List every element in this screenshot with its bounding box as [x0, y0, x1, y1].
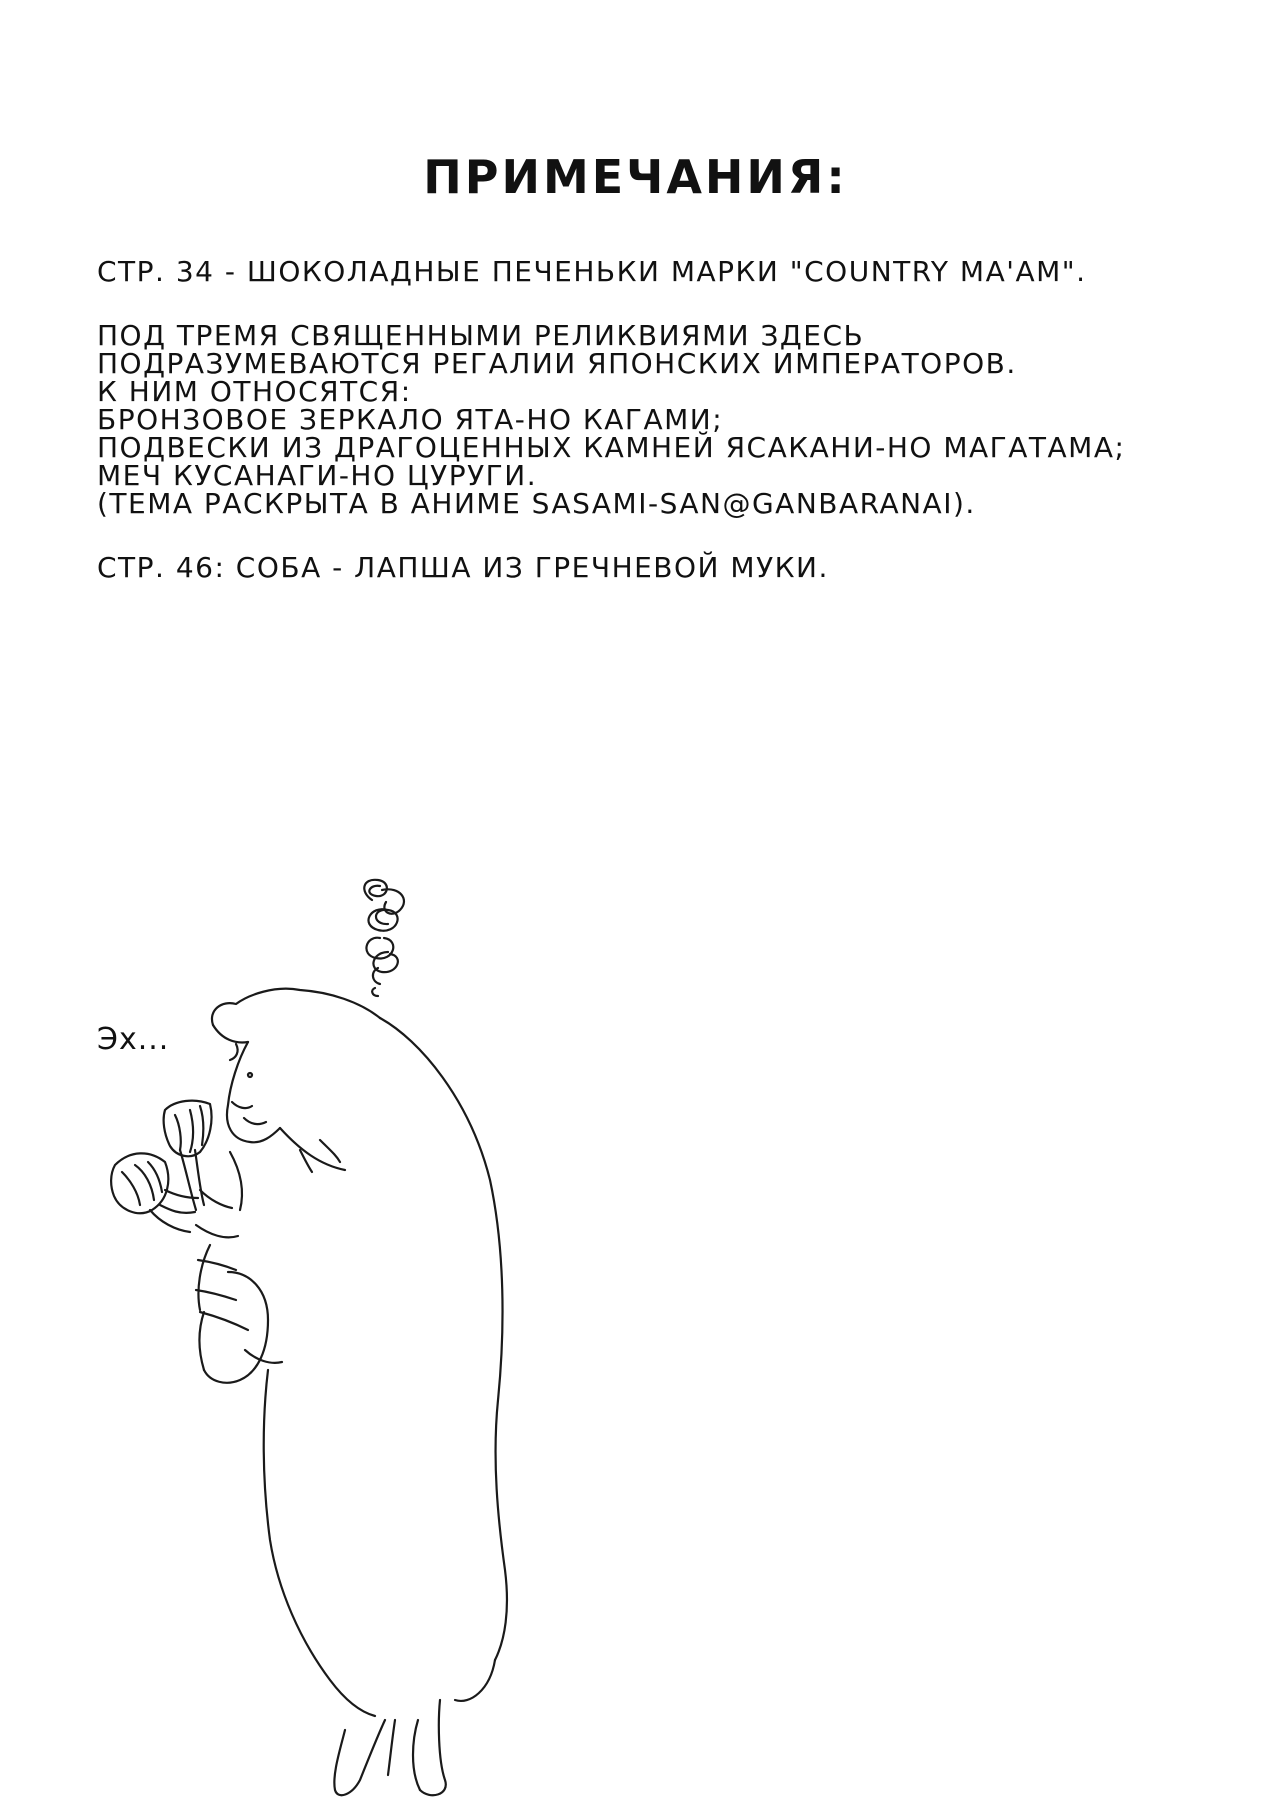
page-title: ПРИМЕЧАНИЯ: — [423, 150, 848, 204]
gloom-scribble-icon — [364, 880, 404, 996]
bear-body — [196, 989, 507, 1796]
note-regalia-line: (ТЕМА РАСКРЫТА В АНИМЕ SASAMI-SAN@GANBARANAI). — [97, 487, 976, 520]
note-regalia-line: К НИМ ОТНОСЯТСЯ: — [97, 375, 412, 408]
flowers-icon — [111, 1101, 211, 1232]
note-regalia-line: ПОДВЕСКИ ИЗ ДРАГОЦЕННЫХ КАМНЕЙ ЯСАКАНИ-НО МАГАТАМА; — [97, 431, 1126, 464]
note-regalia-line: БРОНЗОВОЕ ЗЕРКАЛО ЯТА-НО КАГАМИ; — [97, 403, 724, 436]
note-cookies-text: СТР. 34 - ШОКОЛАДНЫЕ ПЕЧЕНЬКИ МАРКИ "COUNTRY MA'AM". — [97, 255, 1087, 288]
note-regalia-line: ПОДРАЗУМЕВАЮТСЯ РЕГАЛИИ ЯПОНСКИХ ИМПЕРАТОРОВ. — [97, 347, 1017, 380]
speech-text: Эх... — [97, 1022, 170, 1057]
note-regalia-line: ПОД ТРЕМЯ СВЯЩЕННЫМИ РЕЛИКВИЯМИ ЗДЕСЬ — [97, 319, 865, 352]
note-regalia-line: МЕЧ КУСАНАГИ-НО ЦУРУГИ. — [97, 459, 538, 492]
note-soba-text: СТР. 46: СОБА - ЛАПША ИЗ ГРЕЧНЕВОЙ МУКИ. — [97, 551, 829, 584]
